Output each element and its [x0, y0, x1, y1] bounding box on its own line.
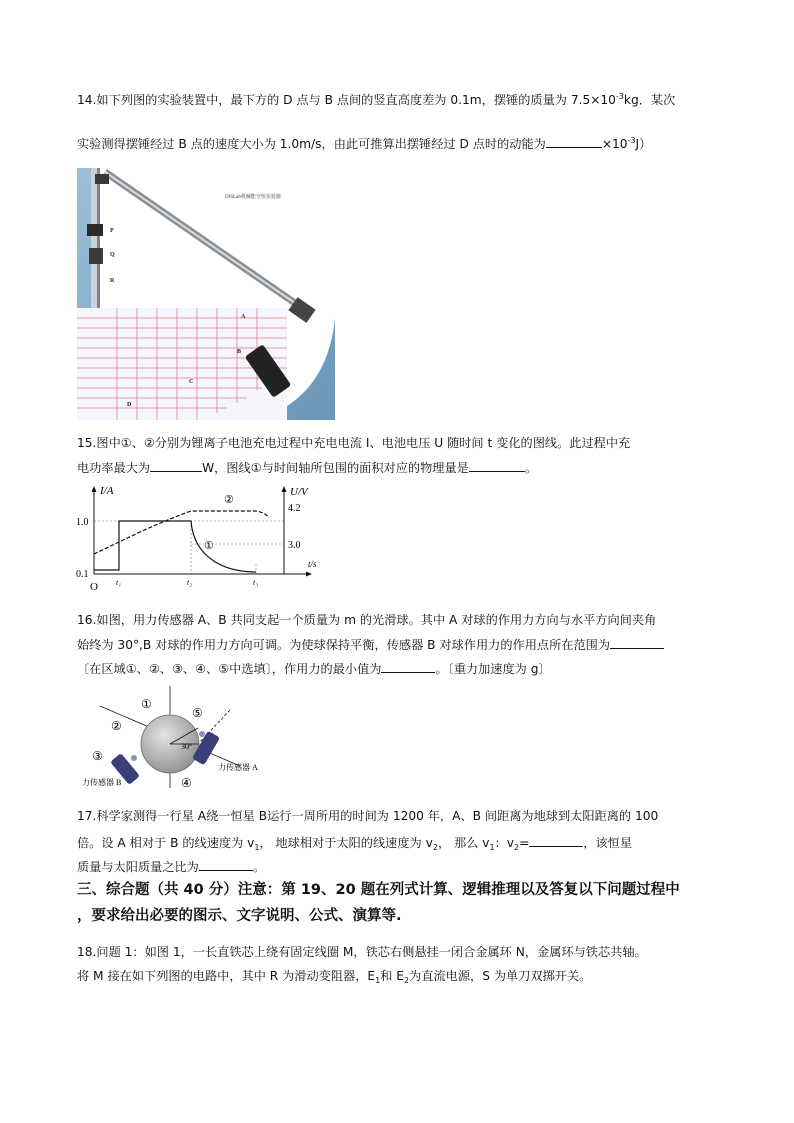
region-2-label: ② [111, 719, 122, 733]
region-3-label: ③ [92, 749, 103, 763]
region-4-label: ④ [181, 776, 192, 790]
tick-t1: t₁ [116, 578, 122, 587]
svg-text:R: R [110, 278, 115, 284]
curve-2-label: ② [224, 494, 234, 506]
region-1-label: ① [141, 697, 152, 711]
region-5-label: ⑤ [192, 706, 203, 720]
q15-line1: 15.图中①、②分别为锂离子电池充电过程中充电电流 I、电池电压 U 随时间 t 变化的图线。此过程中充 [77, 436, 631, 450]
section-3-heading-cont: ，要求给出必要的图示、文字说明、公式、演算等. [77, 908, 402, 924]
answer-blank[interactable] [381, 660, 435, 673]
q17-line1: 17.科学家测得一行星 A绕一恒星 B运行一周所用的时间为 1200 年，A、B 间距离为地球到太阳距离的 100 [77, 809, 659, 823]
sensor-a-label: 力传感器 A [218, 763, 258, 772]
answer-blank[interactable] [199, 858, 253, 871]
tick-1-0: 1.0 [76, 517, 89, 528]
svg-text:A: A [241, 314, 246, 320]
angle-label: 30° [181, 742, 193, 751]
sensor-b-label: 力传感器 B [82, 778, 122, 787]
answer-blank[interactable] [546, 135, 602, 148]
ball-sensor-diagram [80, 686, 280, 790]
pendulum-apparatus-photo [77, 168, 335, 420]
svg-text:B: B [237, 349, 242, 355]
answer-blank[interactable] [529, 834, 583, 847]
svg-text:DISLab机械能守恒实验器: DISLab机械能守恒实验器 [225, 195, 281, 200]
tick-t3: t₃ [253, 578, 259, 587]
svg-text:Q: Q [110, 252, 115, 258]
current-axis-label: I/A [100, 485, 114, 497]
time-axis-label: t/s [308, 559, 317, 569]
answer-blank[interactable] [469, 459, 525, 472]
curve-1-label: ① [204, 540, 214, 552]
q14-line2: 实验测得摆锤经过 B 点的速度大小为 1.0m/s，由此可推算出摆锤经过 D 点时的动能为 $\times 10^{-3}J$） [77, 136, 652, 151]
q15-line2: 电功率最大为 W，图线①与时间轴所包围的面积对应的物理量是 。 [77, 461, 538, 475]
tick-4-2: 4.2 [288, 503, 301, 514]
svg-text:D: D [127, 402, 132, 408]
tick-3-0: 3.0 [288, 540, 301, 551]
tick-0-1: 0.1 [76, 569, 89, 580]
answer-blank[interactable] [610, 636, 664, 649]
svg-text:C: C [189, 379, 194, 385]
q17-line2: 倍。设 A 相对于 B 的线速度为 $v_1$， 地球相对于太阳的线速度为 $v_2$， 那么 $v_1$：$v_2=$ ，该恒星 [77, 836, 633, 852]
q16-line2: 始终为 30°,B 对球的作用力方向可调。为使球保持平衡，传感器 B 对球作用力的作用点所在范围为 [77, 636, 664, 653]
q18-line1: 18.问题 1：如图 1，一长直铁芯上绕有固定线圈 M，铁芯右侧悬挂一闭合金属环 N，金属环与铁芯共轴。 [77, 945, 647, 959]
svg-text:P: P [110, 228, 114, 234]
q18-line2: 将 M 接在如下列图的电路中，其中 R 为滑动变阻器，$E_1$和 $E_2$为直流电源，S 为单刀双掷开关。 [77, 969, 592, 985]
answer-blank[interactable] [150, 459, 202, 472]
voltage-axis-label: U/V [290, 486, 308, 498]
section-3-heading: 三、综合题（共 40 分）注意：第 19、20 题在列式计算、逻辑推理以及答复以下问题过程中 [77, 882, 680, 898]
current-voltage-chart [76, 484, 326, 596]
q17-line3: 质量与太阳质量之比为 。 [77, 860, 266, 874]
q16-line1: 16.如图，用力传感器 A、B 共同支起一个质量为 m 的光滑球。其中 A 对球的作用力方向与水平方向间夹角 [77, 613, 657, 627]
q16-line3: 〔在区域①、②、③、④、⑤中选填〕，作用力的最小值为 。〔重力加速度为 g〕 [77, 662, 551, 676]
origin-label: O [90, 581, 98, 593]
q14-line1: 14.如下列图的实验装置中，最下方的 D 点与 B 点间的竖直高度差为 0.1m，摆锤的质量为 $7.5\times 10^{-3}kg$．某次 [77, 92, 676, 107]
tick-t2: t₂ [187, 578, 193, 587]
